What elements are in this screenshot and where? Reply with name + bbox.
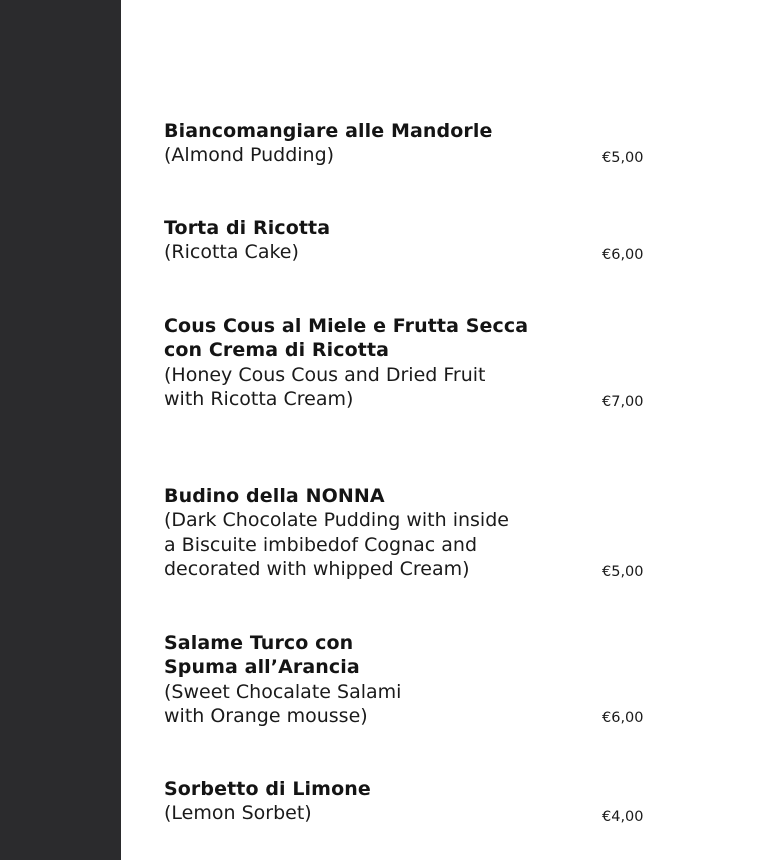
menu-item-name: Torta di Ricotta xyxy=(164,217,331,239)
menu-item-torta-ricotta xyxy=(164,216,654,265)
menu-item-description: (Honey Cous Cous and Dried Fruit with Ricotta Cream) xyxy=(164,363,486,411)
menu-item-biancomangiare xyxy=(164,119,654,168)
menu-item-price: €4,00 xyxy=(602,809,644,825)
menu-item-description: (Lemon Sorbet) xyxy=(164,802,312,825)
menu-item-price: €5,00 xyxy=(602,150,644,166)
menu-item-price: €7,00 xyxy=(602,394,644,410)
menu-item-name: Sorbetto di Limone xyxy=(164,778,371,800)
menu-item-name: Biancomangiare alle Mandorle xyxy=(164,120,493,142)
menu-item-sorbetto-limone xyxy=(164,777,654,826)
menu-item-description: (Dark Chocolate Pudding with inside a Biscuite imbibedof Cognac and decorated with whipped Cream) xyxy=(164,509,509,581)
menu-item-description: (Almond Pudding) xyxy=(164,144,335,167)
menu-item-price: €5,00 xyxy=(602,564,644,580)
menu-item-salame-turco xyxy=(164,631,654,729)
menu-item-name: Salame Turco con Spuma all’Arancia xyxy=(164,632,360,679)
menu-item-cous-cous xyxy=(164,314,654,412)
menu-item-price: €6,00 xyxy=(602,710,644,726)
menu-item-name: Cous Cous al Miele e Frutta Secca con Crema di Ricotta xyxy=(164,315,529,362)
menu-item-price: €6,00 xyxy=(602,247,644,263)
menu-item-name: Budino della NONNA xyxy=(164,485,385,507)
menu-item-description: (Ricotta Cake) xyxy=(164,241,299,264)
menu-item-budino-nonna xyxy=(164,484,654,582)
left-decorative-bar xyxy=(0,0,121,860)
menu-item-description: (Sweet Chocalate Salami with Orange mousse) xyxy=(164,680,402,728)
